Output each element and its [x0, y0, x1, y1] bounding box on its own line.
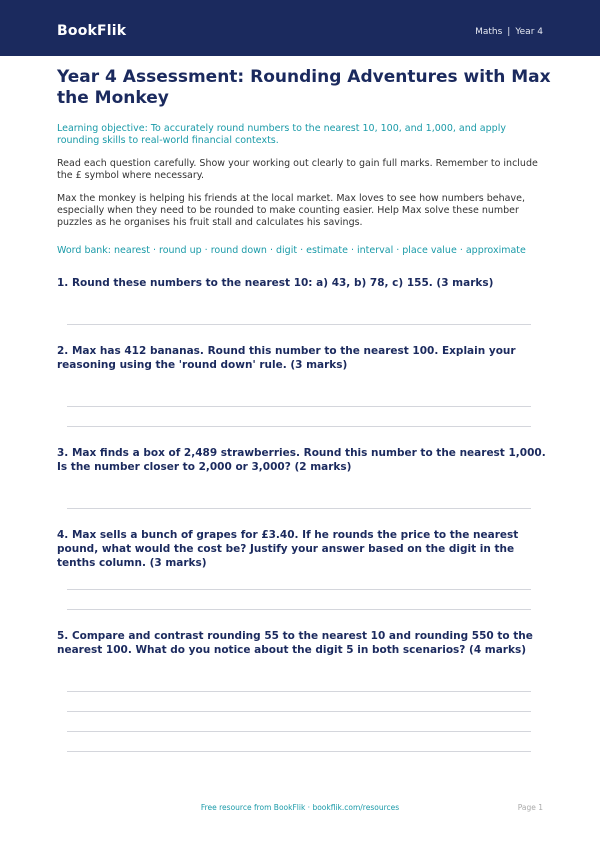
subject-label: Maths [475, 27, 503, 37]
question-1: 1. Round these numbers to the nearest 10: a) 43, b) 78, c) 155. (3 marks) [57, 277, 494, 289]
learning-objective: Learning objective: To accurately round numbers to the nearest 10, 100, and 1,000, and apply rounding skills to real-world financial contexts. [57, 123, 506, 146]
answer-line[interactable] [67, 711, 531, 712]
answer-line[interactable] [67, 406, 531, 407]
brand-logo: BookFlik [57, 23, 127, 39]
intro-paragraph: Max the monkey is helping his friends at the local market. Max loves to see how numbers behave, especially when they need to be rounded to make counting easier. Help Max solve these number puzzles as he organises his fruit stall and calculates his savings. [57, 193, 525, 228]
answer-line[interactable] [67, 731, 531, 732]
answer-line[interactable] [67, 589, 531, 590]
answer-line[interactable] [67, 751, 531, 752]
answer-line[interactable] [67, 609, 531, 610]
page-title: Year 4 Assessment: Rounding Adventures with Max the Monkey [57, 67, 551, 108]
page-number: Page 1 [517, 803, 543, 812]
instructions: Read each question carefully. Show your working out clearly to gain full marks. Remember to include the £ symbol where necessary. [57, 158, 538, 181]
answer-line[interactable] [67, 426, 531, 427]
page-header [0, 0, 600, 56]
answer-line[interactable] [67, 508, 531, 509]
header-meta [475, 27, 543, 37]
meta-separator: | [507, 27, 511, 37]
year-label: Year 4 [515, 27, 543, 37]
word-bank: Word bank: nearest · round up · round down · digit · estimate · interval · place value · approximate [57, 245, 526, 256]
answer-line[interactable] [67, 691, 531, 692]
question-4: 4. Max sells a bunch of grapes for £3.40. If he rounds the price to the nearest pound, what would the cost be? Justify your answer based on the digit in the tenths column. (3 marks) [57, 529, 519, 569]
footer-credit: Free resource from BookFlik · bookflik.com/resources [200, 803, 400, 812]
question-3: 3. Max finds a box of 2,489 strawberries. Round this number to the nearest 1,000. Is the number closer to 2,000 or 3,000? (2 marks) [57, 447, 546, 473]
question-5: 5. Compare and contrast rounding 55 to the nearest 10 and rounding 550 to the nearest 100. What do you notice about the digit 5 in both scenarios? (4 marks) [57, 630, 533, 656]
answer-line[interactable] [67, 324, 531, 325]
question-2: 2. Max has 412 bananas. Round this number to the nearest 100. Explain your reasoning using the 'round down' rule. (3 marks) [57, 345, 516, 371]
